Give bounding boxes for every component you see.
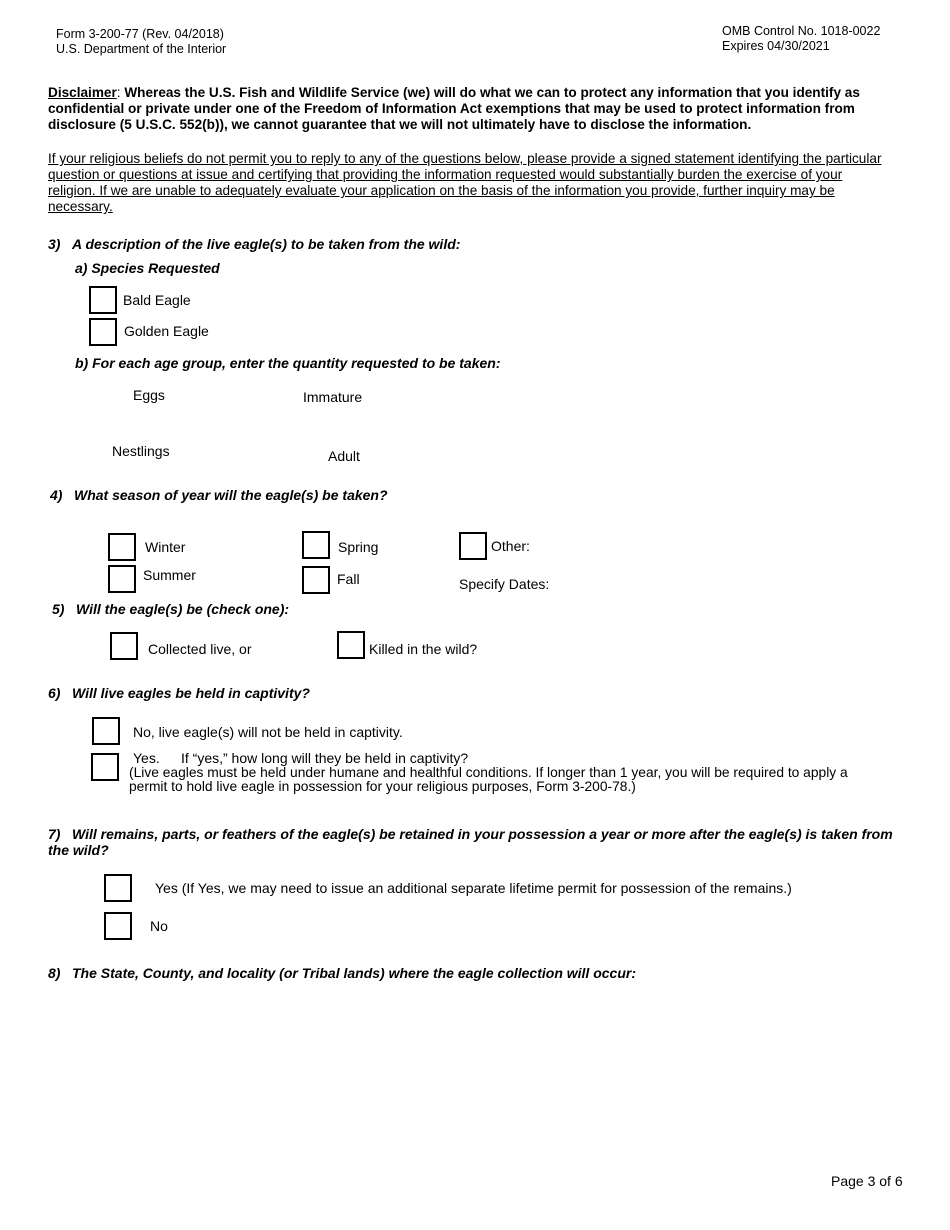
bald-eagle-checkbox[interactable] bbox=[89, 286, 117, 314]
bald-eagle-label: Bald Eagle bbox=[123, 292, 191, 308]
question-6 bbox=[48, 685, 310, 701]
question-3b-title: b) For each age group, enter the quantity requested to be taken: bbox=[75, 355, 501, 371]
winter-label: Winter bbox=[145, 539, 186, 555]
fall-label: Fall bbox=[337, 571, 360, 587]
question-8 bbox=[48, 965, 636, 981]
immature-label: Immature bbox=[303, 389, 363, 405]
spring-label: Spring bbox=[338, 539, 379, 555]
golden-eagle-label: Golden Eagle bbox=[124, 323, 209, 339]
summer-checkbox[interactable] bbox=[108, 565, 136, 593]
question-3a-title: a) Species Requested bbox=[75, 260, 220, 276]
question-3-title: A description of the live eagle(s) to be taken from the wild: bbox=[72, 236, 461, 252]
disclaimer-label: Disclaimer bbox=[48, 85, 117, 100]
question-5-title: Will the eagle(s) be (check one): bbox=[76, 601, 290, 617]
department-name: U.S. Department of the Interior bbox=[56, 42, 227, 56]
disclaimer-text: Whereas the U.S. Fish and Wildlife Service (we) will do what we can to protect any information that you identify as confidential or private under one of the Freedom of Information Act exemptions that may be used to protect information from disclosure (5 U.S.C. 552(b)), we cannot guarantee that we will not ultimately have to disclose the information. bbox=[48, 85, 860, 132]
collected-live-checkbox[interactable] bbox=[110, 632, 138, 660]
captivity-yes-label: Yes. bbox=[133, 750, 160, 766]
eggs-label: Eggs bbox=[133, 387, 165, 403]
religious-beliefs-note: If your religious beliefs do not permit you to reply to any of the questions below, please provide a signed statement identifying the particular question or questions at issue and certifying that providing the information requested would substantially burden the exercise of your religion. If we are unable to adequately evaluate your application on the basis of the information you provide, further inquiry may be necessary. bbox=[48, 151, 882, 214]
question-3-number: 3) bbox=[48, 236, 61, 252]
adult-label: Adult bbox=[328, 448, 360, 464]
summer-label: Summer bbox=[143, 567, 196, 583]
other-checkbox[interactable] bbox=[459, 532, 487, 560]
question-3 bbox=[48, 236, 460, 252]
expiration-date: Expires 04/30/2021 bbox=[722, 39, 830, 53]
golden-eagle-checkbox[interactable] bbox=[89, 318, 117, 346]
question-6-title: Will live eagles be held in captivity? bbox=[72, 685, 310, 701]
question-5 bbox=[52, 601, 289, 617]
retain-remains-yes-checkbox[interactable] bbox=[104, 874, 132, 902]
killed-in-wild-checkbox[interactable] bbox=[337, 631, 365, 659]
winter-checkbox[interactable] bbox=[108, 533, 136, 561]
collected-live-label: Collected live, or bbox=[148, 641, 252, 657]
retain-remains-no-checkbox[interactable] bbox=[104, 912, 132, 940]
other-label: Other: bbox=[491, 538, 530, 554]
form-number: Form 3-200-77 (Rev. 04/2018) bbox=[56, 27, 224, 41]
omb-control-number: OMB Control No. 1018-0022 bbox=[722, 24, 881, 38]
question-8-title: The State, County, and locality (or Tribal lands) where the eagle collection will occur: bbox=[72, 965, 636, 981]
nestlings-label: Nestlings bbox=[112, 443, 170, 459]
captivity-yes-checkbox[interactable] bbox=[91, 753, 119, 781]
page-number: Page 3 of 6 bbox=[831, 1173, 903, 1189]
killed-in-wild-label: Killed in the wild? bbox=[369, 641, 478, 657]
captivity-no-checkbox[interactable] bbox=[92, 717, 120, 745]
question-4-number: 4) bbox=[50, 487, 63, 503]
question-8-number: 8) bbox=[48, 965, 61, 981]
question-4 bbox=[50, 487, 388, 503]
captivity-duration-question: If “yes,” how long will they be held in captivity? bbox=[181, 750, 469, 766]
question-4-title: What season of year will the eagle(s) be taken? bbox=[74, 487, 388, 503]
question-7-title: Will remains, parts, or feathers of the eagle(s) be retained in your possession a year or more after the eagle(s) is taken from the wild? bbox=[48, 826, 893, 858]
captivity-no-label: No, live eagle(s) will not be held in captivity. bbox=[133, 724, 403, 740]
question-6-number: 6) bbox=[48, 685, 61, 701]
fall-checkbox[interactable] bbox=[302, 566, 330, 594]
disclaimer: Disclaimer: Whereas the U.S. Fish and Wildlife Service (we) will do what we can to protect any information that you identify as confidential or private under one of the Freedom of Information Act exemptions that may be used to protect information from disclosure (5 U.S.C. 552(b)), we cannot guarantee that we will not ultimately have to disclose the information. bbox=[48, 85, 860, 132]
specify-dates-label: Specify Dates: bbox=[459, 576, 550, 592]
question-7 bbox=[48, 826, 898, 858]
question-7-number: 7) bbox=[48, 826, 61, 842]
question-5-number: 5) bbox=[52, 601, 65, 617]
retain-remains-no-label: No bbox=[150, 918, 168, 934]
retain-remains-yes-label: Yes (If Yes, we may need to issue an additional separate lifetime permit for possession of the remains.) bbox=[155, 880, 792, 896]
spring-checkbox[interactable] bbox=[302, 531, 330, 559]
captivity-note: (Live eagles must be held under humane and healthful conditions. If longer than 1 year, you will be required to apply a permit to hold live eagle in possession for your religious purposes, Form 3-200-78.) bbox=[129, 765, 848, 794]
